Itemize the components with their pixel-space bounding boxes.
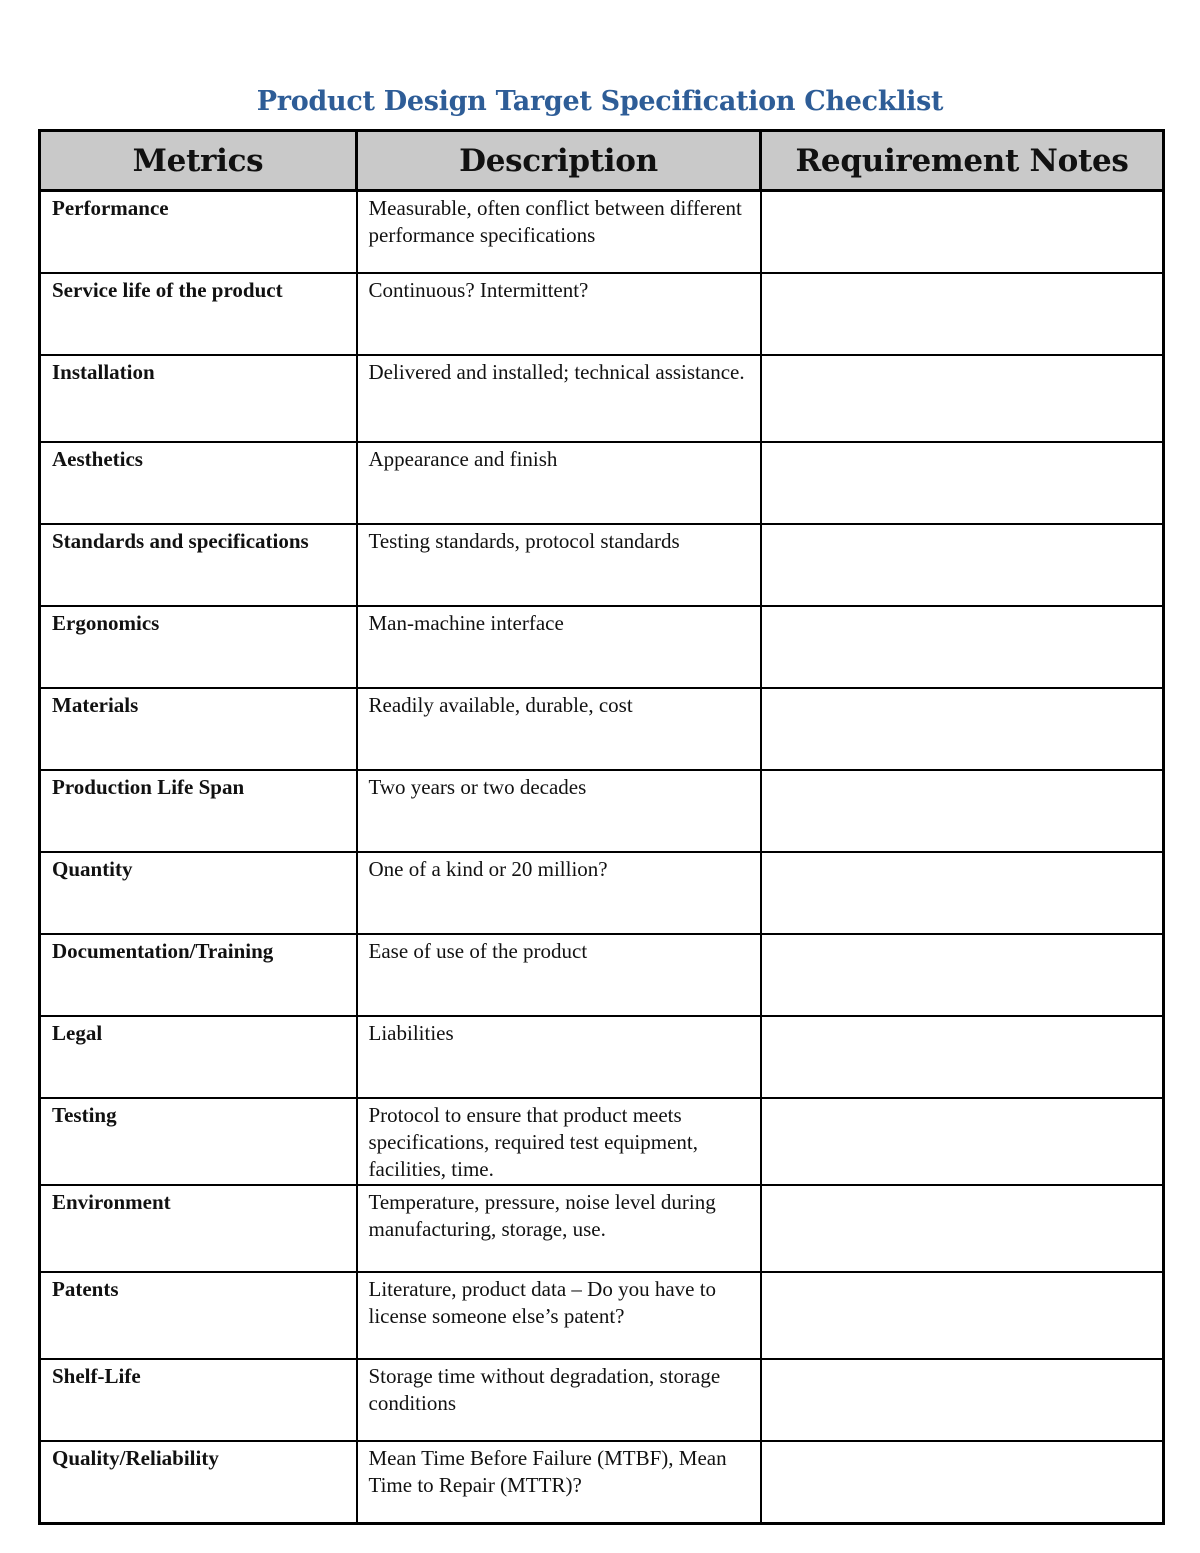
metric-cell: Standards and specifications <box>40 524 357 606</box>
table-row <box>40 273 1164 355</box>
metric-cell: Testing <box>40 1098 357 1185</box>
header-metrics: Metrics <box>40 131 357 191</box>
description-cell: Literature, product data – Do you have to license someone else’s patent? <box>357 1272 761 1359</box>
table-row <box>40 191 1164 274</box>
metric-cell: Quantity <box>40 852 357 934</box>
table-row <box>40 1098 1164 1185</box>
requirement-notes-cell[interactable] <box>761 191 1164 274</box>
description-cell: Mean Time Before Failure (MTBF), Mean Time to Repair (MTTR)? <box>357 1441 761 1524</box>
requirement-notes-cell[interactable] <box>761 442 1164 524</box>
description-cell: Continuous? Intermittent? <box>357 273 761 355</box>
table-row <box>40 1359 1164 1441</box>
metric-cell: Aesthetics <box>40 442 357 524</box>
document-title: Product Design Target Specification Checklist <box>256 86 944 117</box>
table-row <box>40 442 1164 524</box>
metric-cell: Patents <box>40 1272 357 1359</box>
header-requirement-notes: Requirement Notes <box>761 131 1164 191</box>
description-cell: Appearance and finish <box>357 442 761 524</box>
table-row <box>40 688 1164 770</box>
metric-cell: Ergonomics <box>40 606 357 688</box>
table-row <box>40 852 1164 934</box>
table-row <box>40 1185 1164 1272</box>
description-cell: Ease of use of the product <box>357 934 761 1016</box>
metric-cell: Shelf-Life <box>40 1359 357 1441</box>
description-cell: Testing standards, protocol standards <box>357 524 761 606</box>
metric-cell: Quality/Reliability <box>40 1441 357 1524</box>
description-cell: Storage time without degradation, storage conditions <box>357 1359 761 1441</box>
description-cell: Man-machine interface <box>357 606 761 688</box>
requirement-notes-cell[interactable] <box>761 934 1164 1016</box>
metric-cell: Service life of the product <box>40 273 357 355</box>
table-row <box>40 606 1164 688</box>
description-cell: Protocol to ensure that product meets specifications, required test equipment, facilities, time. <box>357 1098 761 1185</box>
metric-cell: Legal <box>40 1016 357 1098</box>
requirement-notes-cell[interactable] <box>761 1272 1164 1359</box>
requirement-notes-cell[interactable] <box>761 524 1164 606</box>
requirement-notes-cell[interactable] <box>761 852 1164 934</box>
table-row <box>40 1441 1164 1524</box>
metric-cell: Documentation/Training <box>40 934 357 1016</box>
table-header-row <box>40 131 1164 191</box>
requirement-notes-cell[interactable] <box>761 606 1164 688</box>
metric-cell: Installation <box>40 355 357 442</box>
metric-cell: Environment <box>40 1185 357 1272</box>
description-cell: One of a kind or 20 million? <box>357 852 761 934</box>
table-row <box>40 355 1164 442</box>
metric-cell: Production Life Span <box>40 770 357 852</box>
table-row <box>40 770 1164 852</box>
requirement-notes-cell[interactable] <box>761 1441 1164 1524</box>
header-description: Description <box>357 131 761 191</box>
requirement-notes-cell[interactable] <box>761 1098 1164 1185</box>
description-cell: Two years or two decades <box>357 770 761 852</box>
requirement-notes-cell[interactable] <box>761 355 1164 442</box>
description-cell: Measurable, often conflict between different performance specifications <box>357 191 761 274</box>
description-cell: Liabilities <box>357 1016 761 1098</box>
requirement-notes-cell[interactable] <box>761 688 1164 770</box>
table-row <box>40 934 1164 1016</box>
specification-table <box>38 129 1165 1525</box>
table-row <box>40 1016 1164 1098</box>
table-row <box>40 524 1164 606</box>
requirement-notes-cell[interactable] <box>761 1016 1164 1098</box>
metric-cell: Performance <box>40 191 357 274</box>
table-row <box>40 1272 1164 1359</box>
requirement-notes-cell[interactable] <box>761 1185 1164 1272</box>
requirement-notes-cell[interactable] <box>761 1359 1164 1441</box>
metric-cell: Materials <box>40 688 357 770</box>
requirement-notes-cell[interactable] <box>761 770 1164 852</box>
requirement-notes-cell[interactable] <box>761 273 1164 355</box>
description-cell: Temperature, pressure, noise level during manufacturing, storage, use. <box>357 1185 761 1272</box>
description-cell: Delivered and installed; technical assistance. <box>357 355 761 442</box>
description-cell: Readily available, durable, cost <box>357 688 761 770</box>
